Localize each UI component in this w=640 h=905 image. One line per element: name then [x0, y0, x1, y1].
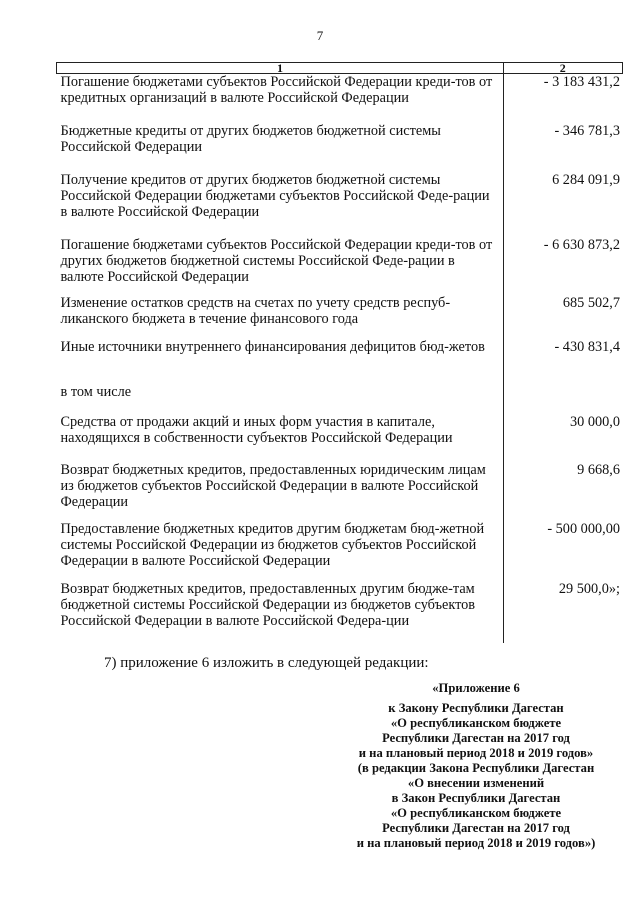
row-label: Возврат бюджетных кредитов, предоставленных другим бюдже-там бюджетной системы Российской Федерации из бюджетов субъектов Российской Федерации в валюте Российской Федера-ции — [57, 581, 504, 643]
row-value: 685 502,7 — [562, 294, 620, 311]
table-row — [57, 172, 623, 237]
table-row — [57, 295, 623, 339]
financing-sources-table — [56, 62, 623, 643]
table-row — [57, 237, 623, 295]
appendix-line: к Закону Республики Дагестан — [388, 701, 564, 715]
table-row — [57, 462, 623, 521]
row-value — [504, 384, 623, 414]
appendix-line: «О республиканском бюджете — [390, 806, 562, 820]
row-value: - 3 183 431,2 — [543, 74, 620, 90]
column-header-2: 2 — [504, 63, 623, 74]
row-label: Погашение бюджетами субъектов Российской Федерации креди-тов от других бюджетов бюджетной системы Российской Феде-рации в валюте Российской Федерации — [57, 237, 504, 295]
column-header-1: 1 — [57, 63, 504, 74]
appendix-heading — [326, 681, 626, 851]
table-row — [57, 521, 623, 581]
appendix-line: и на плановый период 2018 и 2019 годов» — [358, 746, 594, 760]
table-row — [57, 339, 623, 384]
table-row — [57, 74, 623, 123]
row-value: 30 000,0 — [569, 413, 620, 430]
row-value: 29 500,0»; — [558, 580, 620, 597]
amendment-instruction: 7) приложение 6 изложить в следующей редакции: — [104, 655, 429, 671]
row-value: - 346 781,3 — [554, 122, 620, 139]
row-value: 6 284 091,9 — [552, 171, 620, 188]
table-row — [57, 581, 623, 643]
table-header-row — [57, 63, 623, 74]
appendix-line: Республики Дагестан на 2017 год — [382, 821, 570, 835]
row-label: Предоставление бюджетных кредитов другим бюджетам бюд-жетной системы Российской Федерации из бюджетов субъектов Российской Федерации в валюте Российской Федерации — [57, 521, 504, 581]
row-value: - 500 000,00 — [547, 520, 620, 537]
row-label: Бюджетные кредиты от других бюджетов бюджетной системы Российской Федерации — [57, 123, 504, 172]
appendix-line: (в редакции Закона Республики Дагестан — [357, 761, 595, 775]
row-value: - 6 630 873,2 — [543, 236, 620, 253]
row-label: в том числе — [57, 384, 504, 414]
row-label: Иные источники внутреннего финансирования дефицитов бюд-жетов — [57, 339, 504, 384]
row-label: Получение кредитов от других бюджетов бюджетной системы Российской Федерации бюджетами субъектов Российской Феде-рации в валюте Российской Федерации — [57, 172, 504, 237]
row-label: Изменение остатков средств на счетах по учету средств респуб-ликанского бюджета в течение финансового года — [57, 295, 504, 339]
table-row — [57, 123, 623, 172]
row-value: - 430 831,4 — [554, 338, 620, 355]
appendix-line: «О внесении изменений — [407, 776, 545, 790]
appendix-line: «О республиканском бюджете — [390, 716, 562, 730]
row-label: Средства от продажи акций и иных форм участия в капитале, находящихся в собственности субъектов Российской Федерации — [57, 414, 504, 462]
page-number: 7 — [316, 28, 324, 43]
row-value: 9 668,6 — [577, 461, 620, 478]
table-row — [57, 384, 623, 414]
appendix-line: «Приложение 6 — [432, 681, 520, 695]
row-label: Погашение бюджетами субъектов Российской Федерации креди-тов от кредитных организаций в валюте Российской Федерации — [57, 74, 504, 123]
appendix-line: в Закон Республики Дагестан — [391, 791, 561, 805]
appendix-line: и на плановый период 2018 и 2019 годов») — [356, 836, 596, 850]
table-row — [57, 414, 623, 462]
row-label: Возврат бюджетных кредитов, предоставленных юридическим лицам из бюджетов субъектов Российской Федерации в валюте Российской Федерации — [57, 462, 504, 521]
appendix-line: Республики Дагестан на 2017 год — [382, 731, 570, 745]
